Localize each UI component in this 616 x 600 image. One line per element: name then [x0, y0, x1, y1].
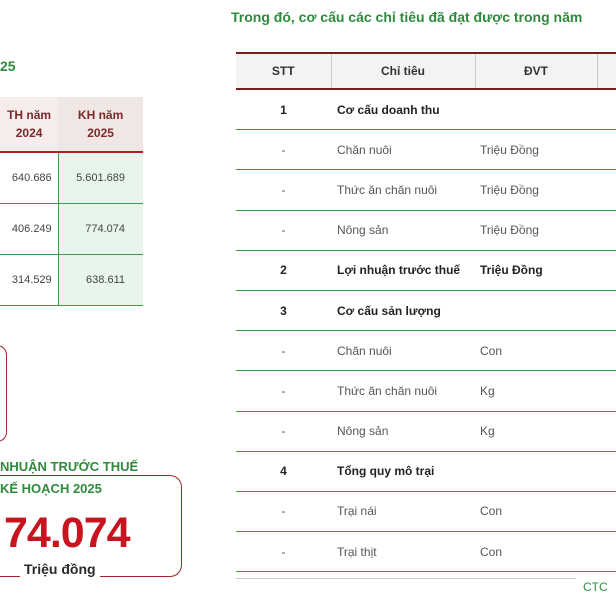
row-stt: 1: [236, 89, 331, 130]
row-overflow: [597, 89, 616, 130]
cell-th-2024: 406.249: [0, 204, 58, 255]
profit-unit: Triệu đồng: [20, 561, 100, 577]
row-unit: Kg: [475, 411, 597, 451]
cell-kh-2025: 774.074: [58, 204, 143, 255]
left-section-heading: 25: [0, 58, 16, 74]
row-stt: 2: [236, 250, 331, 290]
row-indicator-name: Tổng quy mô trại: [331, 451, 475, 491]
row-overflow: [597, 371, 616, 411]
plan-comparison-table: [0, 97, 143, 306]
row-overflow: [597, 290, 616, 330]
row-overflow: [597, 491, 616, 531]
row-indicator-name: Nông sản: [331, 210, 475, 250]
table-row: [236, 371, 616, 411]
profit-title-line2: KẾ HOẠCH 2025: [0, 481, 102, 496]
cell-th-2024: 314.529: [0, 255, 58, 306]
profit-title-line1: NHUẬN TRƯỚC THUẾ: [0, 459, 139, 474]
row-overflow: [597, 170, 616, 210]
header-kh-2025: [58, 97, 143, 152]
row-indicator-name: Cơ cấu doanh thu: [331, 89, 475, 130]
row-overflow: [597, 411, 616, 451]
row-unit: [475, 290, 597, 330]
row-overflow: [597, 210, 616, 250]
profit-value: 74.074: [4, 509, 130, 557]
row-unit: Triệu Đồng: [475, 250, 597, 290]
header-overflow: [597, 53, 616, 89]
table-row: [236, 290, 616, 330]
row-indicator-name: Nông sản: [331, 411, 475, 451]
table-row: [0, 255, 143, 306]
row-overflow: [597, 451, 616, 491]
row-stt: -: [236, 210, 331, 250]
table-row: [236, 411, 616, 451]
row-unit: Kg: [475, 371, 597, 411]
row-stt: -: [236, 411, 331, 451]
table-row: [236, 331, 616, 371]
header-indicator: Chỉ tiêu: [331, 53, 475, 89]
header-th-line1: TH năm: [7, 108, 52, 122]
row-indicator-name: Lợi nhuận trước thuế: [331, 250, 475, 290]
table-row: [0, 204, 143, 255]
header-th-line2: 2024: [15, 126, 43, 140]
row-overflow: [597, 532, 616, 572]
table-row: [236, 130, 616, 170]
row-unit: [475, 451, 597, 491]
table-header-row: [236, 53, 616, 89]
cell-kh-2025: 638.611: [58, 255, 143, 306]
row-stt: 4: [236, 451, 331, 491]
indicator-structure-table: [236, 52, 616, 572]
row-indicator-name: Thức ăn chăn nuôi: [331, 371, 475, 411]
table-row: [236, 170, 616, 210]
row-stt: 3: [236, 290, 331, 330]
table-row: [236, 250, 616, 290]
footer-text: CTC: [583, 580, 608, 594]
row-stt: -: [236, 491, 331, 531]
header-kh-line2: 2025: [87, 126, 114, 140]
row-indicator-name: Chăn nuôi: [331, 130, 475, 170]
row-unit: Triệu Đồng: [475, 170, 597, 210]
table-row: [0, 152, 143, 204]
table-row: [236, 491, 616, 531]
cell-th-2024: 640.686: [0, 152, 58, 204]
header-th-2024: [0, 97, 58, 152]
cell-kh-2025: 5.601.689: [58, 152, 143, 204]
table-row: [236, 451, 616, 491]
row-overflow: [597, 250, 616, 290]
header-unit: ĐVT: [475, 53, 597, 89]
row-stt: -: [236, 170, 331, 210]
bottom-divider: [236, 578, 576, 579]
row-indicator-name: Trại thịt: [331, 532, 475, 572]
right-section-heading: Trong đó, cơ cấu các chỉ tiêu đã đạt được trong năm: [231, 9, 583, 25]
table-header-row: [0, 97, 143, 152]
row-unit: Con: [475, 331, 597, 371]
row-stt: -: [236, 371, 331, 411]
header-kh-line1: KH năm: [77, 108, 124, 122]
header-stt: STT: [236, 53, 331, 89]
row-unit: [475, 89, 597, 130]
table-row: [236, 532, 616, 572]
row-overflow: [597, 331, 616, 371]
row-indicator-name: Thức ăn chăn nuôi: [331, 170, 475, 210]
decorative-bracket: [0, 345, 7, 442]
row-unit: Triệu Đồng: [475, 130, 597, 170]
row-unit: Con: [475, 532, 597, 572]
row-unit: Con: [475, 491, 597, 531]
row-unit: Triệu Đồng: [475, 210, 597, 250]
row-stt: -: [236, 532, 331, 572]
row-indicator-name: Cơ cấu sản lượng: [331, 290, 475, 330]
table-row: [236, 210, 616, 250]
table-row: [236, 89, 616, 130]
row-overflow: [597, 130, 616, 170]
row-indicator-name: Chăn nuôi: [331, 331, 475, 371]
row-stt: -: [236, 331, 331, 371]
row-stt: -: [236, 130, 331, 170]
row-indicator-name: Trại nái: [331, 491, 475, 531]
